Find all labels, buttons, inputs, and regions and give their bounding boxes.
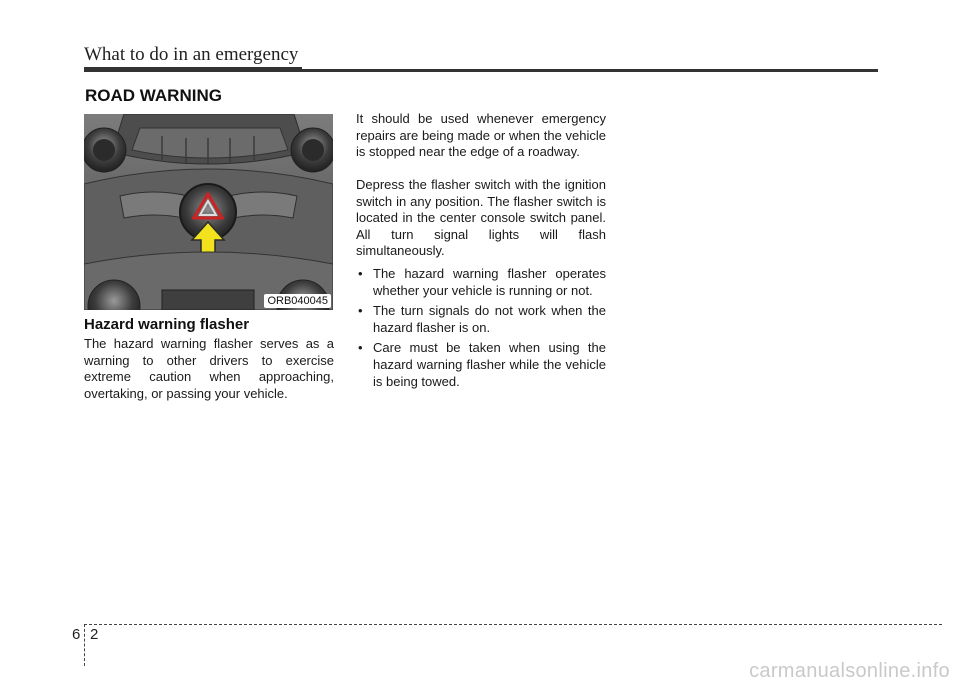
list-item: • Care must be taken when using the hazard warning flasher while the vehicle is being towed. <box>356 340 606 390</box>
page-index: 2 <box>90 626 99 643</box>
figure-code: ORB040045 <box>264 294 331 308</box>
hazard-switch-illustration <box>84 114 333 310</box>
section-title: ROAD WARNING <box>85 86 222 105</box>
watermark: carmanualsonline.info <box>749 660 950 682</box>
header-rule <box>84 69 878 72</box>
usage-paragraph: It should be used whenever emergency repairs are being made or when the vehicle is stopped near the edge of a roadway. <box>356 111 606 160</box>
hazard-flasher-description: The hazard warning flasher serves as a warning to other drivers to exercise extreme caution when approaching, overtaking, or passing your vehicle. <box>84 336 334 401</box>
hazard-switch-figure <box>84 114 333 310</box>
notes-list <box>356 266 606 394</box>
list-item: • The turn signals do not work when the hazard flasher is on. <box>356 303 606 336</box>
footer-rule <box>84 624 942 625</box>
operation-paragraph: Depress the flasher switch with the ignition switch in any position. The flasher switch is located in the center console switch panel. All turn signal lights will flash simultaneously. <box>356 177 606 259</box>
hazard-flasher-heading: Hazard warning flasher <box>84 316 250 333</box>
list-item: • The hazard warning flasher operates whether your vehicle is running or not. <box>356 266 606 299</box>
chapter-number: 6 <box>72 626 81 643</box>
running-header: What to do in an emergency <box>84 44 299 65</box>
footer-divider <box>84 624 85 666</box>
